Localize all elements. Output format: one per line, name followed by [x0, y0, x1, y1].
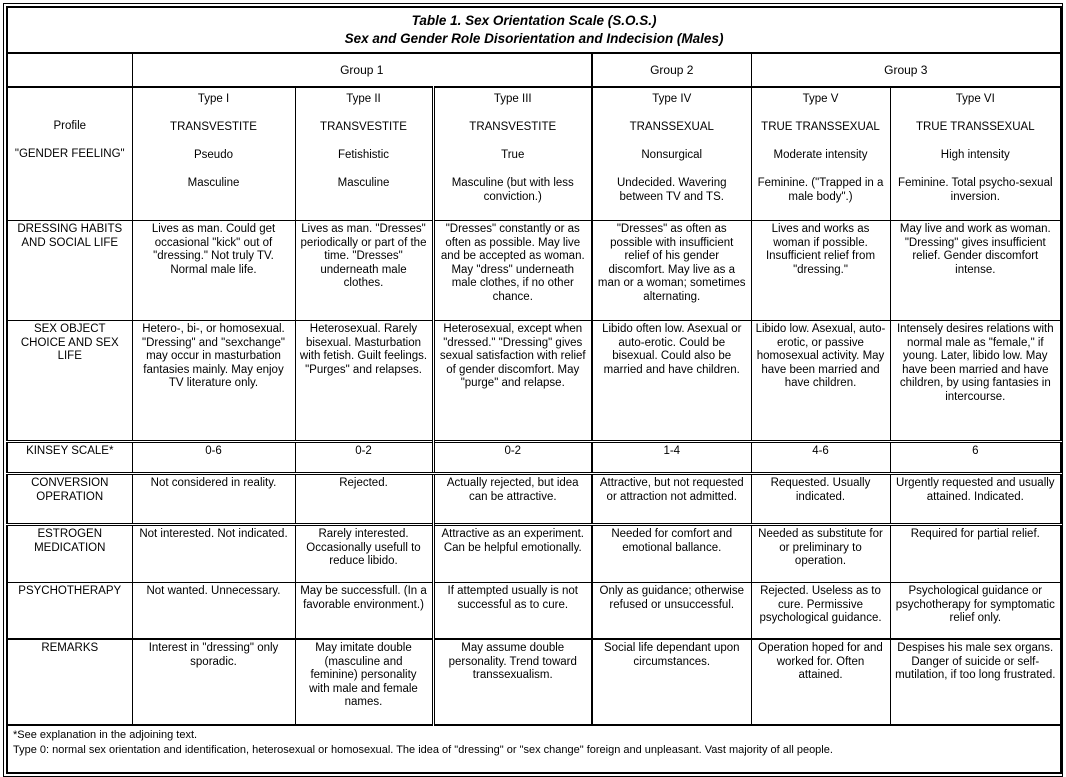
profile-cell-type-3 [433, 87, 592, 221]
table-cell: Psychological guidance or psychotherapy for symptomatic relief only. [890, 583, 1061, 640]
table-cell: 0-2 [433, 442, 592, 474]
profile-cell-type-6 [890, 87, 1061, 221]
table-cell: May imitate double (masculine and feminine) personality with male and female names. [295, 639, 433, 725]
group-2-header: Group 2 [592, 53, 751, 87]
table-cell: Despises his male sex organs. Danger of suicide or self-mutilation, if too long frustrated. [890, 639, 1061, 725]
row-dressing-habits [7, 221, 1061, 321]
group-3-header: Group 3 [751, 53, 1061, 87]
type-5-subtype: Moderate intensity [773, 149, 868, 161]
type-4-subtype: Nonsurgical [641, 149, 703, 161]
row-psychotherapy [7, 583, 1061, 640]
type-6-name: Type VI [955, 93, 995, 105]
table-cell: Heterosexual. Rarely bisexual. Masturbation with fetish. Guilt feelings. "Purges" and relapses. [295, 321, 433, 442]
type-3-subtype: True [501, 149, 525, 161]
table-cell: May assume double personality. Trend toward transsexualism. [433, 639, 592, 725]
row-label: ESTROGEN MEDICATION [7, 525, 132, 583]
title-line-2: Sex and Gender Role Disorientation and Indecision (Males) [344, 31, 724, 46]
table-cell: "Dresses" constantly or as often as possible. May live and be accepted as woman. May "dress" underneath male clothes, if no other chance. [433, 221, 592, 321]
table-cell: Needed for comfort and emotional ballance. [592, 525, 751, 583]
table-cell: May live and work as woman. "Dressing" gives insufficient relief. Gender discomfort intense. [890, 221, 1061, 321]
group-1-header: Group 1 [132, 53, 592, 87]
type-4-gender-feeling: Undecided. Wavering between TV and TS. [616, 177, 727, 203]
type-3-category: TRANSVESTITE [469, 121, 557, 133]
table-cell: 0-2 [295, 442, 433, 474]
row-kinsey-scale [7, 442, 1061, 474]
table-cell: 0-6 [132, 442, 295, 474]
type-2-name: Type II [346, 93, 381, 105]
table-cell: Not considered in reality. [132, 474, 295, 525]
row-estrogen-medication [7, 525, 1061, 583]
table-cell: Hetero-, bi-, or homosexual. "Dressing" and "sexchange" may occur in masturbation fantasies mainly. May enjoy TV literature only. [132, 321, 295, 442]
type-3-name: Type III [493, 93, 532, 105]
group-header-row [7, 53, 1061, 87]
table-cell: Only as guidance; otherwise refused or unsuccessful. [592, 583, 751, 640]
table-cell: 6 [890, 442, 1061, 474]
table-title [7, 7, 1061, 53]
table-cell: May be successfull. (In a favorable environment.) [295, 583, 433, 640]
type-4-category: TRANSSEXUAL [629, 121, 714, 133]
row-label: SEX OBJECT CHOICE AND SEX LIFE [7, 321, 132, 442]
type-1-category: TRANSVESTITE [170, 121, 257, 133]
table-cell: Lives and works as woman if possible. Insufficient relief from "dressing." [751, 221, 890, 321]
table-cell: Social life dependant upon circumstances. [592, 639, 751, 725]
table-cell: Rejected. Useless as to cure. Permissive psychological guidance. [751, 583, 890, 640]
type-1-gender-feeling: Masculine [187, 177, 240, 189]
table-cell: Needed as substitute for or preliminary to operation. [751, 525, 890, 583]
type-2-gender-feeling: Masculine [337, 177, 390, 189]
table-cell: Intensely desires relations with normal male as "female," if young. Later, libido low. May have been married and have children, by using fantasies in intercourse. [890, 321, 1061, 442]
footnotes-row [7, 725, 1061, 773]
row-label: REMARKS [7, 639, 132, 725]
table-cell: Rejected. [295, 474, 433, 525]
title-line-1: Table 1. Sex Orientation Scale (S.O.S.) [411, 13, 657, 29]
type-2-category: TRANSVESTITE [320, 121, 407, 133]
row-conversion-operation [7, 474, 1061, 525]
profile-row-label [7, 87, 132, 221]
profile-label-line-2: "GENDER FEELING" [14, 148, 125, 160]
table-cell: Lives as man. Could get occasional "kick" out of "dressing." Not truly TV. Normal male life. [132, 221, 295, 321]
table-cell: Heterosexual, except when "dressed." "Dressing" gives sexual satisfaction with relief of gender discomfort. May "purge" and relapse. [433, 321, 592, 442]
profile-header-row [7, 87, 1061, 221]
table-cell: Libido low. Asexual, auto-erotic, or passive homosexual activity. May have been married and have children. [751, 321, 890, 442]
table-cell: Lives as man. "Dresses" periodically or part of the time. "Dresses" underneath male clothes. [295, 221, 433, 321]
table-cell: Libido often low. Asexual or auto-erotic. Could be bisexual. Could also be married and have children. [592, 321, 751, 442]
type-3-gender-feeling: Masculine (but with less conviction.) [451, 177, 574, 203]
row-label: PSYCHOTHERAPY [7, 583, 132, 640]
type-4-name: Type IV [652, 93, 692, 105]
profile-cell-type-2 [295, 87, 433, 221]
type-2-subtype: Fetishistic [337, 149, 390, 161]
table-cell: Not wanted. Unnecessary. [132, 583, 295, 640]
table-cell: Actually rejected, but idea can be attractive. [433, 474, 592, 525]
table-cell: Urgently requested and usually attained. Indicated. [890, 474, 1061, 525]
table-cell: Requested. Usually indicated. [751, 474, 890, 525]
profile-label-line-1: Profile [53, 120, 87, 132]
row-label: DRESSING HABITS AND SOCIAL LIFE [7, 221, 132, 321]
type-6-gender-feeling: Feminine. Total psycho-sexual inversion. [898, 177, 1053, 203]
title-row [7, 7, 1061, 53]
group-header-spacer [7, 53, 132, 87]
type-6-category: TRUE TRANSSEXUAL [915, 121, 1035, 133]
footnote-1: *See explanation in the adjoining text. [13, 729, 198, 741]
type-1-subtype: Pseudo [193, 149, 233, 161]
table-cell: Operation hoped for and worked for. Often attained. [751, 639, 890, 725]
table-cell: Not interested. Not indicated. [132, 525, 295, 583]
table-outer-border [3, 3, 1063, 777]
table-cell: Attractive, but not requested or attraction not admitted. [592, 474, 751, 525]
type-5-gender-feeling: Feminine. ("Trapped in a male body".) [757, 177, 884, 203]
type-5-category: TRUE TRANSSEXUAL [761, 121, 880, 133]
table-cell: 1-4 [592, 442, 751, 474]
row-sex-object-choice [7, 321, 1061, 442]
profile-cell-type-1 [132, 87, 295, 221]
table-cell: Interest in "dressing" only sporadic. [132, 639, 295, 725]
type-1-name: Type I [197, 93, 230, 105]
profile-cell-type-4 [592, 87, 751, 221]
table-cell: 4-6 [751, 442, 890, 474]
profile-cell-type-5 [751, 87, 890, 221]
sex-orientation-scale-table [6, 6, 1062, 774]
row-label: CONVERSION OPERATION [7, 474, 132, 525]
table-cell: "Dresses" as often as possible with insufficient relief of his gender discomfort. May live as a man or a woman; sometimes alternating. [592, 221, 751, 321]
table-cell: Attractive as an experiment. Can be helpful emotionally. [433, 525, 592, 583]
row-label: KINSEY SCALE* [7, 442, 132, 474]
footnotes-cell [7, 725, 1061, 773]
row-remarks [7, 639, 1061, 725]
table-cell: Rarely interested. Occasionally usefull to reduce libido. [295, 525, 433, 583]
table-cell: If attempted usually is not successful as to cure. [433, 583, 592, 640]
table-cell: Required for partial relief. [890, 525, 1061, 583]
footnote-2: Type 0: normal sex orientation and identification, heterosexual or homosexual. The idea of "dressing" or "sex change" foreign and unpleasant. Vast majority of all people. [13, 743, 833, 756]
profile-label-spacer [12, 92, 128, 105]
type-6-subtype: High intensity [940, 149, 1010, 161]
type-5-name: Type V [802, 93, 839, 105]
